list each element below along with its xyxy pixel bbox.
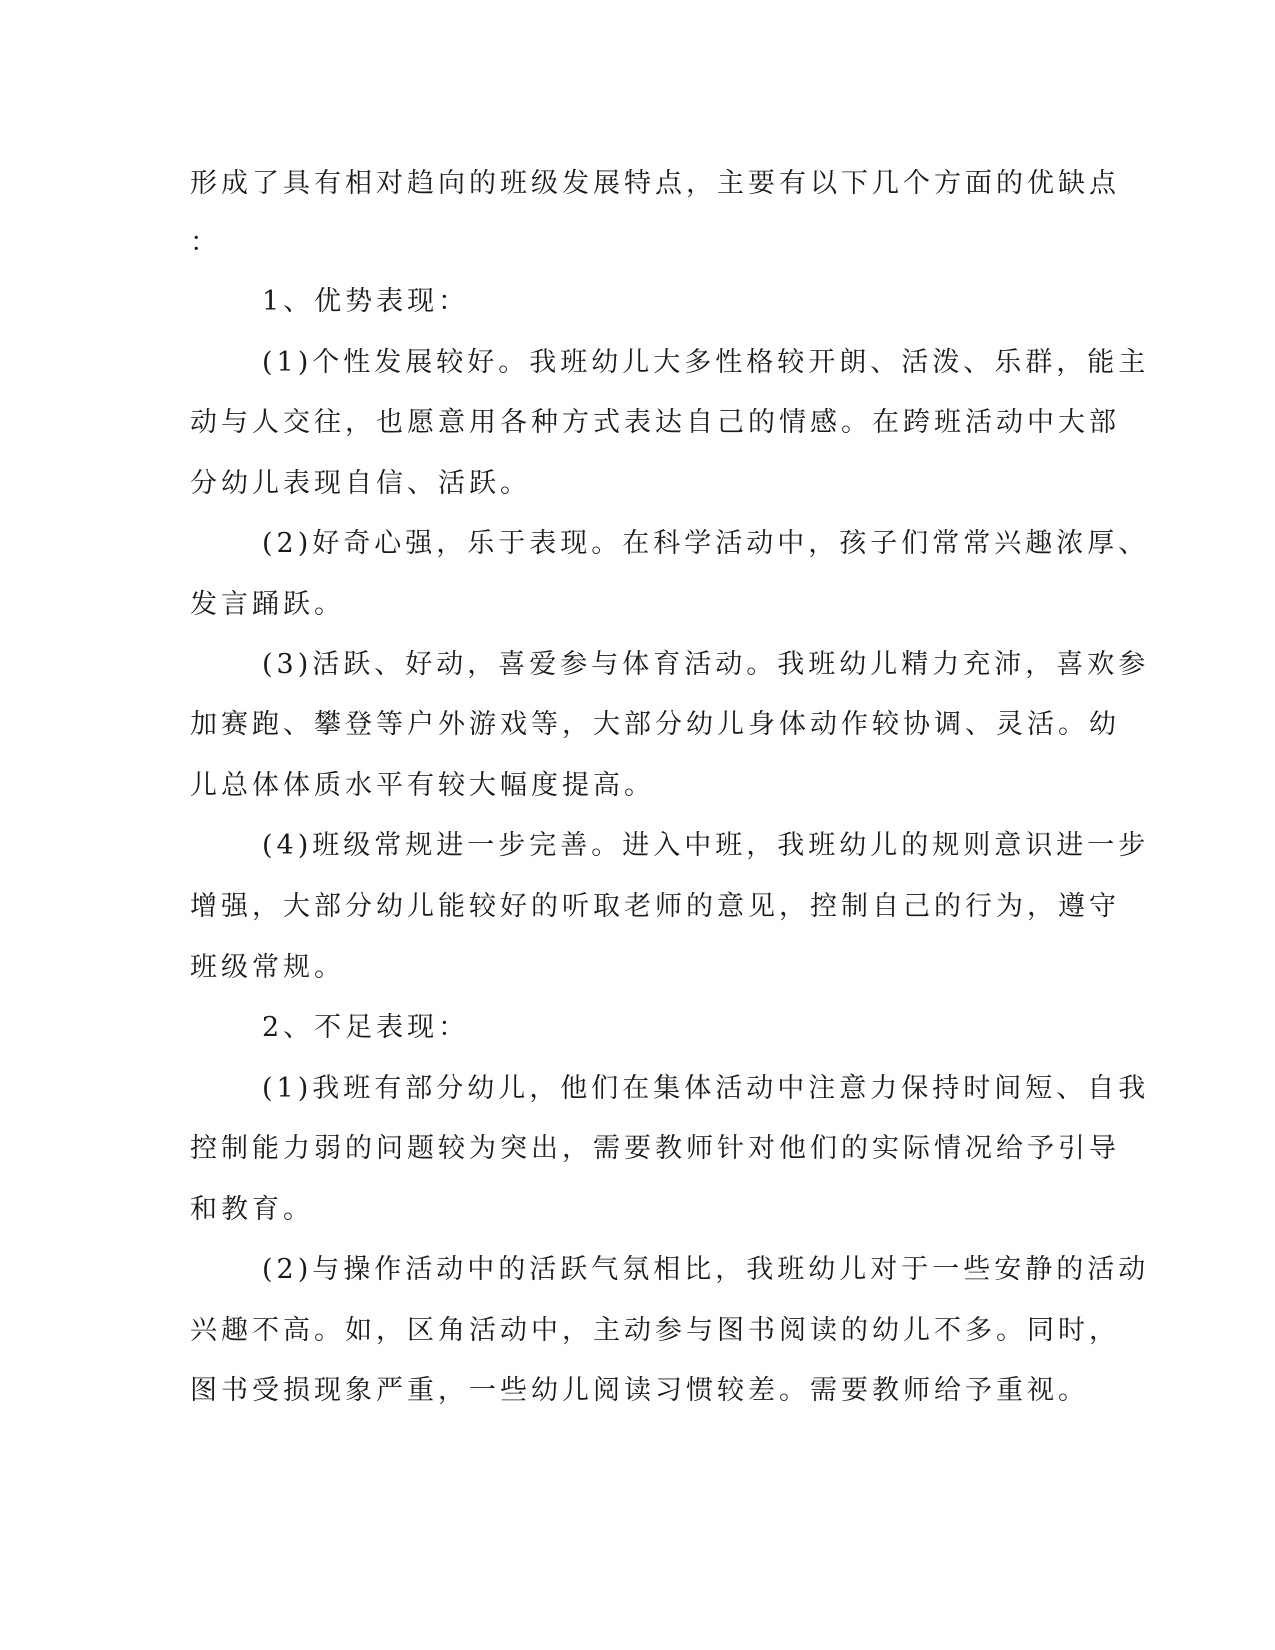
text-line: 形成了具有相对趋向的班级发展特点，主要有以下几个方面的优缺点	[190, 168, 1120, 199]
text-line: 加赛跑、攀登等户外游戏等，大部分幼儿身体动作较协调、灵活。幼	[190, 709, 1120, 740]
text-line: (1)我班有部分幼儿，他们在集体活动中注意力保持时间短、自我	[262, 1073, 1150, 1104]
text-line: 兴趣不高。如，区角活动中，主动参与图书阅读的幼儿不多。同时，	[190, 1315, 1120, 1346]
text-line: (4)班级常规进一步完善。进入中班，我班幼儿的规则意识进一步	[262, 830, 1150, 861]
text-line: 增强，大部分幼儿能较好的听取老师的意见，控制自己的行为，遵守	[190, 891, 1120, 922]
text-line: 1、优势表现：	[262, 286, 470, 317]
text-line: 发言踊跃。	[190, 589, 345, 620]
text-line: (3)活跃、好动，喜爱参与体育活动。我班幼儿精力充沛，喜欢参	[262, 649, 1150, 680]
text-line: (2)与操作活动中的活跃气氛相比，我班幼儿对于一些安静的活动	[262, 1254, 1150, 1285]
text-line: 图书受损现象严重，一些幼儿阅读习惯较差。需要教师给予重视。	[190, 1375, 1089, 1406]
text-line: 和教育。	[190, 1194, 314, 1225]
text-line: 分幼儿表现自信、活跃。	[190, 468, 531, 499]
text-line: ：	[190, 227, 221, 258]
text-line: 控制能力弱的问题较为突出，需要教师针对他们的实际情况给予引导	[190, 1133, 1120, 1164]
text-line: 2、不足表现：	[262, 1012, 470, 1043]
text-line: (2)好奇心强，乐于表现。在科学活动中，孩子们常常兴趣浓厚、	[262, 528, 1150, 559]
text-line: 班级常规。	[190, 952, 345, 983]
text-line: (1)个性发展较好。我班幼儿大多性格较开朗、活泼、乐群，能主	[262, 347, 1150, 378]
text-line: 动与人交往，也愿意用各种方式表达自己的情感。在跨班活动中大部	[190, 407, 1120, 438]
text-line: 儿总体体质水平有较大幅度提高。	[190, 770, 655, 801]
